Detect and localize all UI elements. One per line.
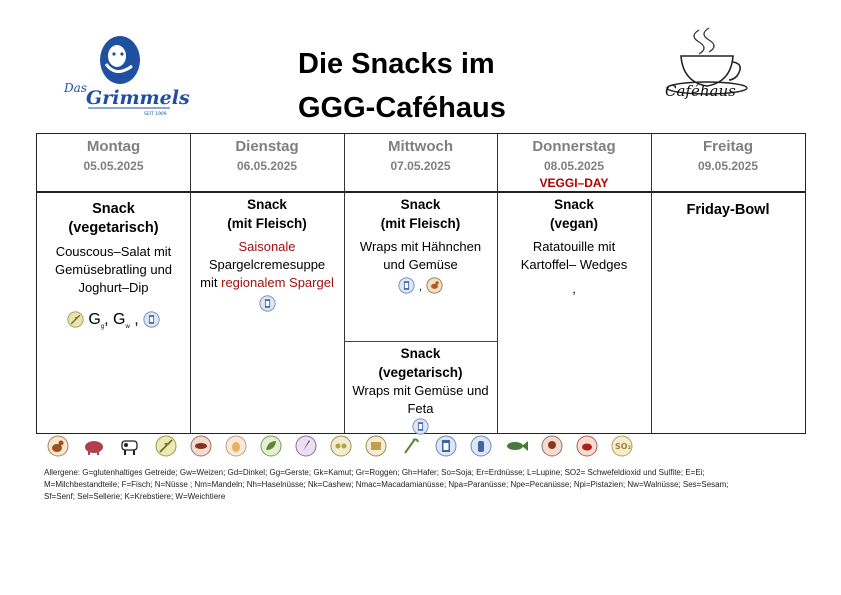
celery-icon xyxy=(399,435,423,457)
snack-type: (mit Fleisch) xyxy=(227,216,307,231)
wheat-icon xyxy=(154,435,178,457)
allergen-code: , G xyxy=(104,311,126,328)
page-title xyxy=(250,42,600,130)
logo-left-text1: Das xyxy=(64,81,87,95)
legend-line: Allergene: G=glutenhaltiges Getreide; Gw=Weizen; Gd=Dinkel; Gg=Gerste; Gk=Kamut; Gr=Roggen; Gh=Hafer; So=Soja; Er=Erdnüsse; L=Lupine; SO2= Schwefeldioxid und Sulfite; E=Ei; xyxy=(44,468,705,477)
day-name: Mittwoch xyxy=(388,138,453,155)
soy-icon xyxy=(329,435,353,457)
menu-cell-freitag xyxy=(651,201,805,220)
chicken-icon xyxy=(426,277,443,294)
logo-left-since: SEIT 1909 xyxy=(144,112,167,117)
milk-bottle-icon xyxy=(469,435,493,457)
title-line-2: GGG-Caféhaus xyxy=(298,92,506,124)
egg-icon xyxy=(224,435,248,457)
chicken-icon xyxy=(46,435,70,457)
allergen-sub: g xyxy=(100,324,105,331)
allergen-line xyxy=(41,311,186,330)
legend-line: M=Milchbestandteile; F=Fisch; N=Nüsse ; Nm=Mandeln; Nh=Haselnüsse; Nk=Cashew; Nmac=Macadamianüsse; Npa=Paranüsse; Npe=Pecanüsse; Npi=Pistazien; Nw=Walnüsse; Ses=Sesam; xyxy=(44,480,729,489)
column-freitag xyxy=(651,134,805,433)
allergen-line xyxy=(194,295,340,313)
sausage-icon xyxy=(189,435,213,457)
day-date: 08.05.2025 xyxy=(543,159,605,173)
so2-icon-label: SO₂ xyxy=(615,442,632,451)
day-date: 05.05.2025 xyxy=(83,159,144,173)
wheat-icon xyxy=(67,311,84,328)
day-date: 07.05.2025 xyxy=(390,159,451,173)
menu-table xyxy=(36,133,806,434)
snack-heading: Friday-Bowl xyxy=(686,202,770,218)
day-name: Donnerstag xyxy=(532,138,616,155)
snack-desc: Spargelcremesuppe xyxy=(208,257,326,272)
snack-heading: Snack xyxy=(247,197,287,212)
day-name: Dienstag xyxy=(235,138,299,155)
logo-right-text: Caféhaus xyxy=(665,82,736,100)
snack-desc: Joghurt–Dip xyxy=(78,280,149,295)
allergen-icon-strip xyxy=(44,435,632,457)
column-dienstag xyxy=(190,134,344,433)
milk-icon xyxy=(398,277,415,294)
snail-icon xyxy=(540,435,564,457)
snack-heading: Snack xyxy=(400,197,441,212)
crab-icon xyxy=(575,435,599,457)
column-donnerstag xyxy=(497,134,651,433)
menu-cell-mittwoch xyxy=(344,195,497,295)
snack-type: (vegetarisch) xyxy=(378,365,463,380)
snack-desc: Feta xyxy=(407,401,434,416)
pig-icon xyxy=(82,435,106,457)
snack-heading: Snack xyxy=(554,197,594,212)
box-icon xyxy=(364,435,388,457)
snack-heading: Snack xyxy=(400,346,441,361)
allergen-line xyxy=(348,418,493,436)
menu-cell-montag xyxy=(37,200,190,330)
allergen-legend xyxy=(44,467,804,503)
column-mittwoch xyxy=(344,134,497,433)
leaf-icon xyxy=(259,435,283,457)
snack-desc: Wraps mit Gemüse und xyxy=(352,383,489,398)
cafehaus-logo xyxy=(659,26,755,104)
veggi-day-badge: VEGGI–DAY xyxy=(539,176,609,190)
grimmels-logo xyxy=(62,34,190,118)
snack-type: (vegan) xyxy=(549,216,598,231)
day-name: Freitag xyxy=(702,138,753,155)
menu-cell-dienstag xyxy=(190,195,344,313)
allergen-sep: , xyxy=(129,311,139,328)
milk-icon xyxy=(434,435,458,457)
so2-icon xyxy=(610,435,634,457)
menu-cell-mittwoch-veg xyxy=(344,344,497,436)
snack-desc: Ratatouille mit xyxy=(532,239,616,254)
snack-type: (vegetarisch) xyxy=(68,220,159,236)
allergen-sep: , xyxy=(418,281,423,293)
fish-icon xyxy=(504,435,530,457)
day-date: 09.05.2025 xyxy=(697,159,759,173)
cell-divider xyxy=(344,341,497,342)
allergen-code: G xyxy=(88,311,101,328)
snack-heading: Snack xyxy=(92,201,135,217)
snack-desc: Couscous–Salat mit xyxy=(55,244,172,259)
snack-type: (mit Fleisch) xyxy=(380,216,461,231)
title-line-1: Die Snacks im xyxy=(298,48,495,80)
logo-left-text2: Grimmels xyxy=(86,87,190,109)
allergen-sub: w xyxy=(125,324,130,331)
milk-icon xyxy=(259,295,276,312)
milk-icon xyxy=(143,311,160,328)
menu-cell-donnerstag xyxy=(497,195,651,298)
cow-icon xyxy=(118,435,142,457)
snack-desc-prefix: mit xyxy=(200,275,222,290)
snack-desc: und Gemüse xyxy=(383,257,458,272)
milk-icon xyxy=(412,418,429,435)
allergen-sep: , xyxy=(572,281,576,296)
snack-desc: Saisonale xyxy=(238,239,296,254)
snack-desc-highlight: regionalem Spargel xyxy=(221,275,334,290)
legend-line: Sf=Senf; Sel=Sellerie; K=Krebstiere; W=Weichtiere xyxy=(44,492,226,501)
snack-desc: Kartoffel– Wedges xyxy=(520,257,628,272)
column-montag xyxy=(37,134,190,433)
snack-desc: Gemüsebratling und xyxy=(54,262,173,277)
allergen-line xyxy=(348,277,493,295)
snack-desc: Wraps mit Hähnchen xyxy=(359,239,482,254)
day-name: Montag xyxy=(86,138,141,155)
snack-desc xyxy=(194,274,340,292)
day-date: 06.05.2025 xyxy=(236,159,298,173)
carrot-icon xyxy=(294,435,318,457)
